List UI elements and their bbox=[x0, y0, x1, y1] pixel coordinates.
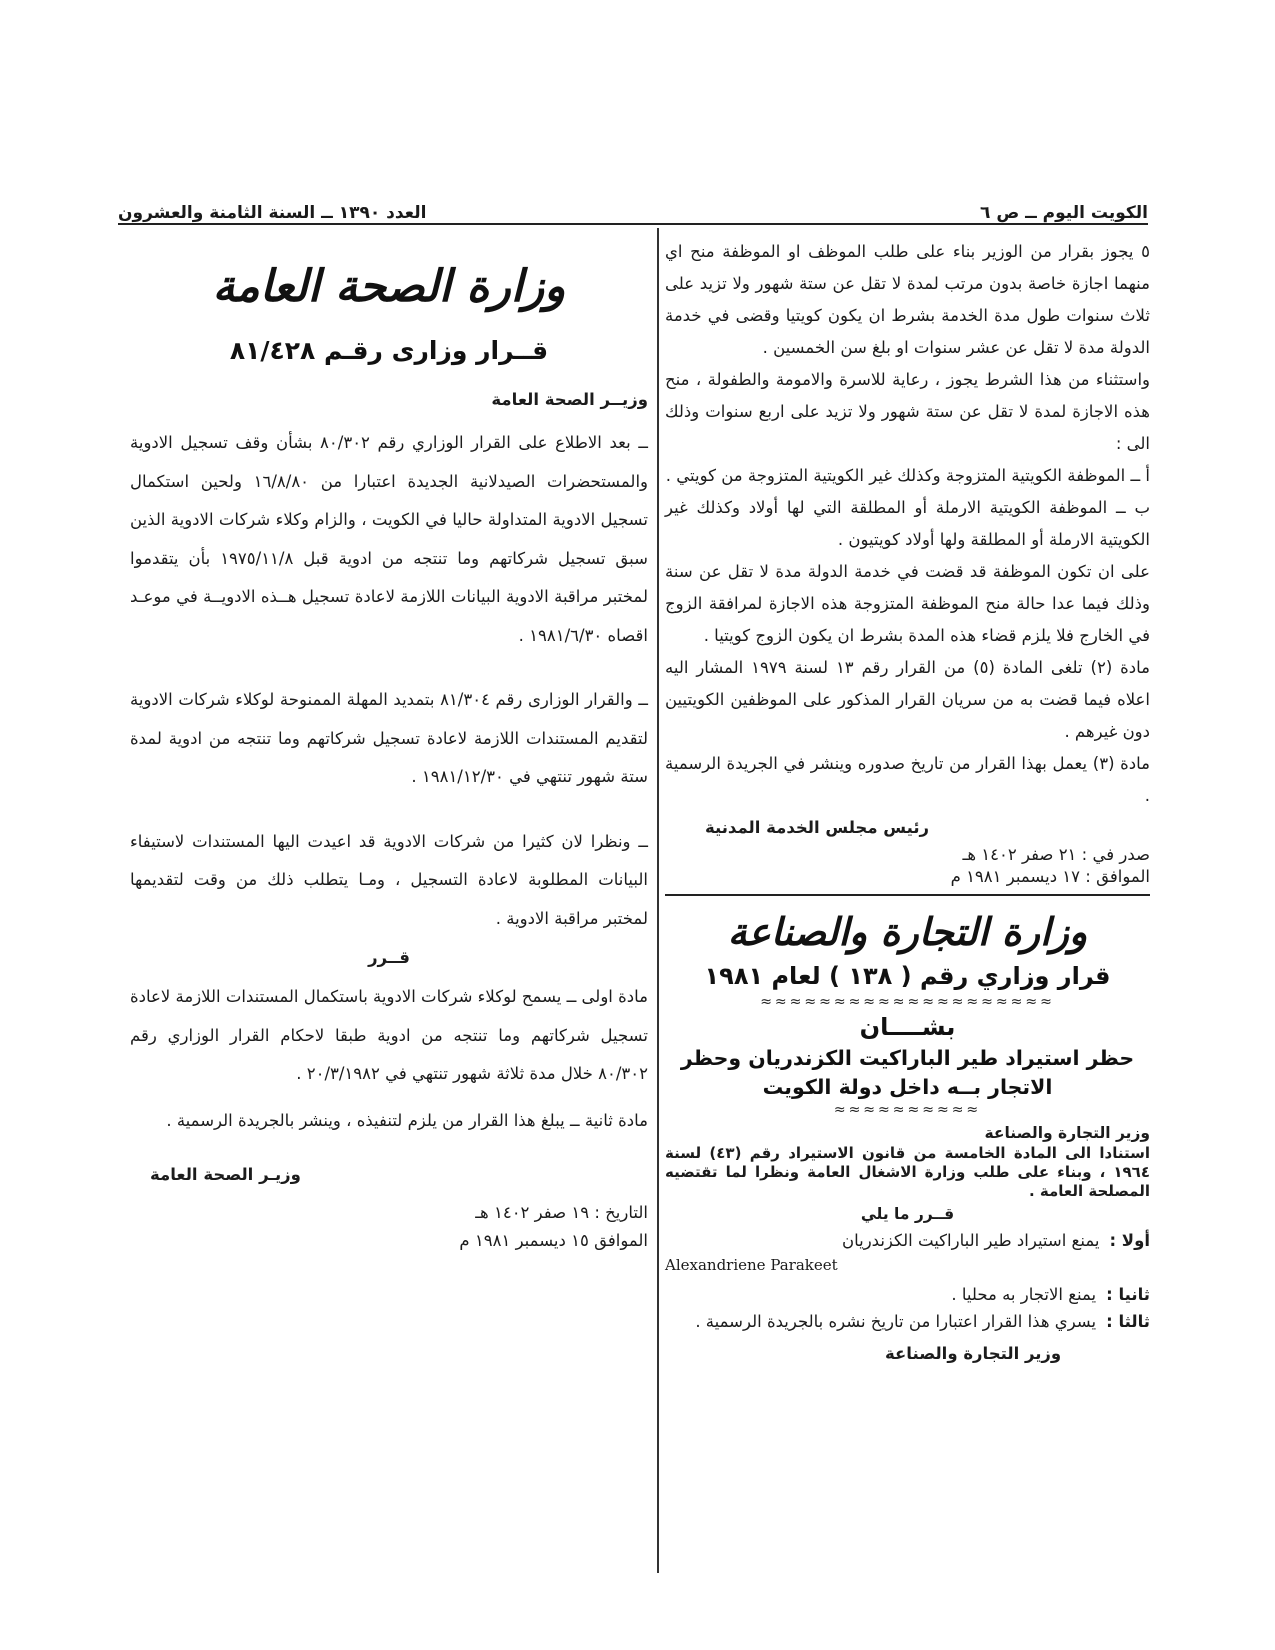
health-recital-2: ــ والقرار الوزارى رقم ٨١/٣٠٤ بتمديد المهلة الممنوحة لوكلاء شركات الادوية لتقديم المستندات اللازمة لاعادة تسجيل شركاتهم وما تنتجه من ادوية لمدة ستة شهور تنتهي في ١٩٨١/١٢/٣٠ . bbox=[130, 690, 649, 786]
column-divider bbox=[657, 228, 659, 1573]
health-recital-3: ــ ونظرا لان كثيرا من شركات الادوية قد اعيدت اليها المستندات لاستيفاء البيانات المطلوبة لاعادة التسجيل ، ومـا يتطلب ذلك من وقت لتقديمها لمختبر مراقبة الادوية . bbox=[130, 831, 648, 928]
commerce-clause-1 bbox=[665, 1227, 1150, 1255]
health-signature: وزيـر الصحة العامة bbox=[150, 1165, 301, 1184]
health-article-2: مادة ثانية ــ يبلغ هذا القرار من يلزم لتنفيذه ، وينشر بالجريدة الرسمية . bbox=[166, 1110, 648, 1130]
commerce-subject: حظر استيراد طير الباراكيت الكزندريان وحظر الاتجار بــه داخل دولة الكويت bbox=[680, 1046, 1135, 1099]
health-article-1: مادة اولى ــ يسمح لوكلاء شركات الادوية باستكمال المستندات اللازمة لاعادة تسجيل شركاتهم وما تنتجه من ادوية طبقا لاحكام القرار الوزاري رقم ٨٠/٣٠٢ خلال مدة ثلاثة شهور تنتهي في ٢٠/٣/١٩٨٢ . bbox=[130, 987, 648, 1083]
clause-number: ثالثا : bbox=[1106, 1312, 1150, 1331]
commerce-clause-2 bbox=[665, 1281, 1150, 1309]
left-column bbox=[130, 236, 648, 1254]
clause-text: يمنع الاتجار به محليا . bbox=[951, 1285, 1097, 1304]
civil-service-para-4: ب ــ الموظفة الكويتية الارملة أو المطلقة التي لها أولاد وكذلك غير الكويتية الارملة أو المطلقة ولها أولاد كويتيون . bbox=[665, 498, 1150, 549]
masthead bbox=[118, 193, 1148, 223]
civil-service-para-1: ٥ يجوز بقرار من الوزير بناء على طلب الموظف او الموظفة منح اي منهما اجازة خاصة بدون مرتب لمدة لا تقل عن ستة شهور ولا تزيد على ثلاث سنوات طول مدة الخدمة بشرط ان يكون كويتيا وقضى في خدمة الدولة مدة لا تقل عن عشر سنوات او بلغ سن الخمسين . bbox=[665, 242, 1150, 357]
clause-text: يسري هذا القرار اعتبارا من تاريخ نشره بالجريدة الرسمية . bbox=[695, 1312, 1097, 1331]
commerce-preamble: استنادا الى المادة الخامسة من قانون الاستيراد رقم (٤٣) لسنة ١٩٦٤ ، وبناء على طلب وزارة الاشغال العامة ونظرا لما تقتضيه المصلحة العامة . bbox=[665, 1144, 1150, 1200]
masthead-rule bbox=[118, 223, 1148, 225]
ornament-divider-2: ≈≈≈≈≈≈≈≈≈≈ bbox=[833, 1102, 982, 1118]
civil-service-issued: صدر في : ٢١ صفر ١٤٠٢ هـ bbox=[962, 845, 1150, 864]
civil-service-para-3: أ ــ الموظفة الكويتية المتزوجة وكذلك غير الكويتية المتزوجة من كويتي . bbox=[665, 466, 1150, 485]
health-date-gregorian: الموافق ١٥ ديسمبر ١٩٨١ م bbox=[459, 1231, 648, 1250]
civil-service-article-3: مادة (٣) يعمل بهذا القرار من تاريخ صدوره وينشر في الجريدة الرسمية . bbox=[665, 754, 1151, 805]
health-decided: قــرر bbox=[368, 948, 410, 967]
species-latin-name: Alexandriene Parakeet bbox=[665, 1256, 838, 1274]
clause-number: أولا : bbox=[1109, 1231, 1150, 1250]
commerce-decided: قــرر ما يلي bbox=[860, 1205, 955, 1223]
masthead-page-title: الكويت اليوم ــ ص ٦ bbox=[980, 203, 1148, 223]
masthead-issue: العدد ١٣٩٠ ــ السنة الثامنة والعشرون bbox=[118, 203, 427, 223]
health-date-hijri: التاريخ : ١٩ صفر ١٤٠٢ هـ bbox=[475, 1203, 648, 1222]
civil-service-article-2: مادة (٢) تلغى المادة (٥) من القرار رقم ١٣ لسنة ١٩٧٩ المشار اليه اعلاه فيما قضت به من سريان القرار المذكور على الموظفين الكويتيين دون غيرهم . bbox=[665, 658, 1151, 741]
commerce-subject-label: بشــــان bbox=[859, 1013, 956, 1041]
health-minister-heading: وزيــر الصحة العامة bbox=[491, 390, 648, 409]
commerce-ministry-heading: وزارة التجارة والصناعة bbox=[727, 909, 1088, 954]
civil-service-para-2: واستثناء من هذا الشرط يجوز ، رعاية للاسرة والامومة والطفولة ، منح هذه الاجازة لمدة لا تقل عن ستة شهور ولا تزيد على اربع سنوات وذلك الى : bbox=[665, 370, 1150, 453]
section-divider bbox=[665, 894, 1150, 896]
civil-service-corresponding: الموافق : ١٧ ديسمبر ١٩٨١ م bbox=[950, 867, 1150, 886]
civil-service-signature: رئيس مجلس الخدمة المدنية bbox=[705, 818, 930, 837]
commerce-signature: وزير التجارة والصناعة bbox=[885, 1344, 1062, 1363]
right-column bbox=[665, 236, 1150, 1369]
commerce-decree-title: قرار وزاري رقم ( ١٣٨ ) لعام ١٩٨١ bbox=[704, 962, 1111, 990]
health-recital-1: ــ بعد الاطلاع على القرار الوزاري رقم ٨٠/٣٠٢ بشأن وقف تسجيل الادوية والمستحضرات الصيدلانية الجديدة اعتبارا من ١٦/٨/٨٠ ولحين استكمال تسجيل الادوية المتداولة حاليا في الكويت ، والزام وكلاء شركات الادوية الذين سبق تسجيل شركاتهم وما تنتجه من ادوية قبل ١٩٧٥/١١/٨ بأن يتقدموا لمختبر مراقبة الادوية البيانات اللازمة لاعادة تسجيل هــذه الادويــة في موعـد اقصاه ١٩٨١/٦/٣٠ . bbox=[130, 433, 649, 645]
ornament-divider: ≈≈≈≈≈≈≈≈≈≈≈≈≈≈≈≈≈≈≈≈ bbox=[760, 994, 1055, 1010]
clause-number: ثانيا : bbox=[1106, 1285, 1150, 1304]
civil-service-para-5: على ان تكون الموظفة قد قضت في خدمة الدولة مدة لا تقل عن سنة وذلك فيما عدا حالة منح الموظفة المتزوجة هذه الاجازة لمرافقة الزوج في الخارج فلا يلزم قضاء هذه المدة بشرط ان يكون الزوج كويتيا . bbox=[665, 562, 1150, 645]
commerce-clause-3 bbox=[665, 1309, 1150, 1335]
commerce-minister-heading: وزير التجارة والصناعة bbox=[984, 1124, 1150, 1142]
health-ministry-heading: وزارة الصحة العامة bbox=[212, 261, 566, 312]
clause-text: يمنع استيراد طير الباراكيت الكزندريان bbox=[841, 1231, 1100, 1250]
health-decree-title: قــرار وزارى رقـم ٨١/٤٢٨ bbox=[229, 336, 549, 365]
